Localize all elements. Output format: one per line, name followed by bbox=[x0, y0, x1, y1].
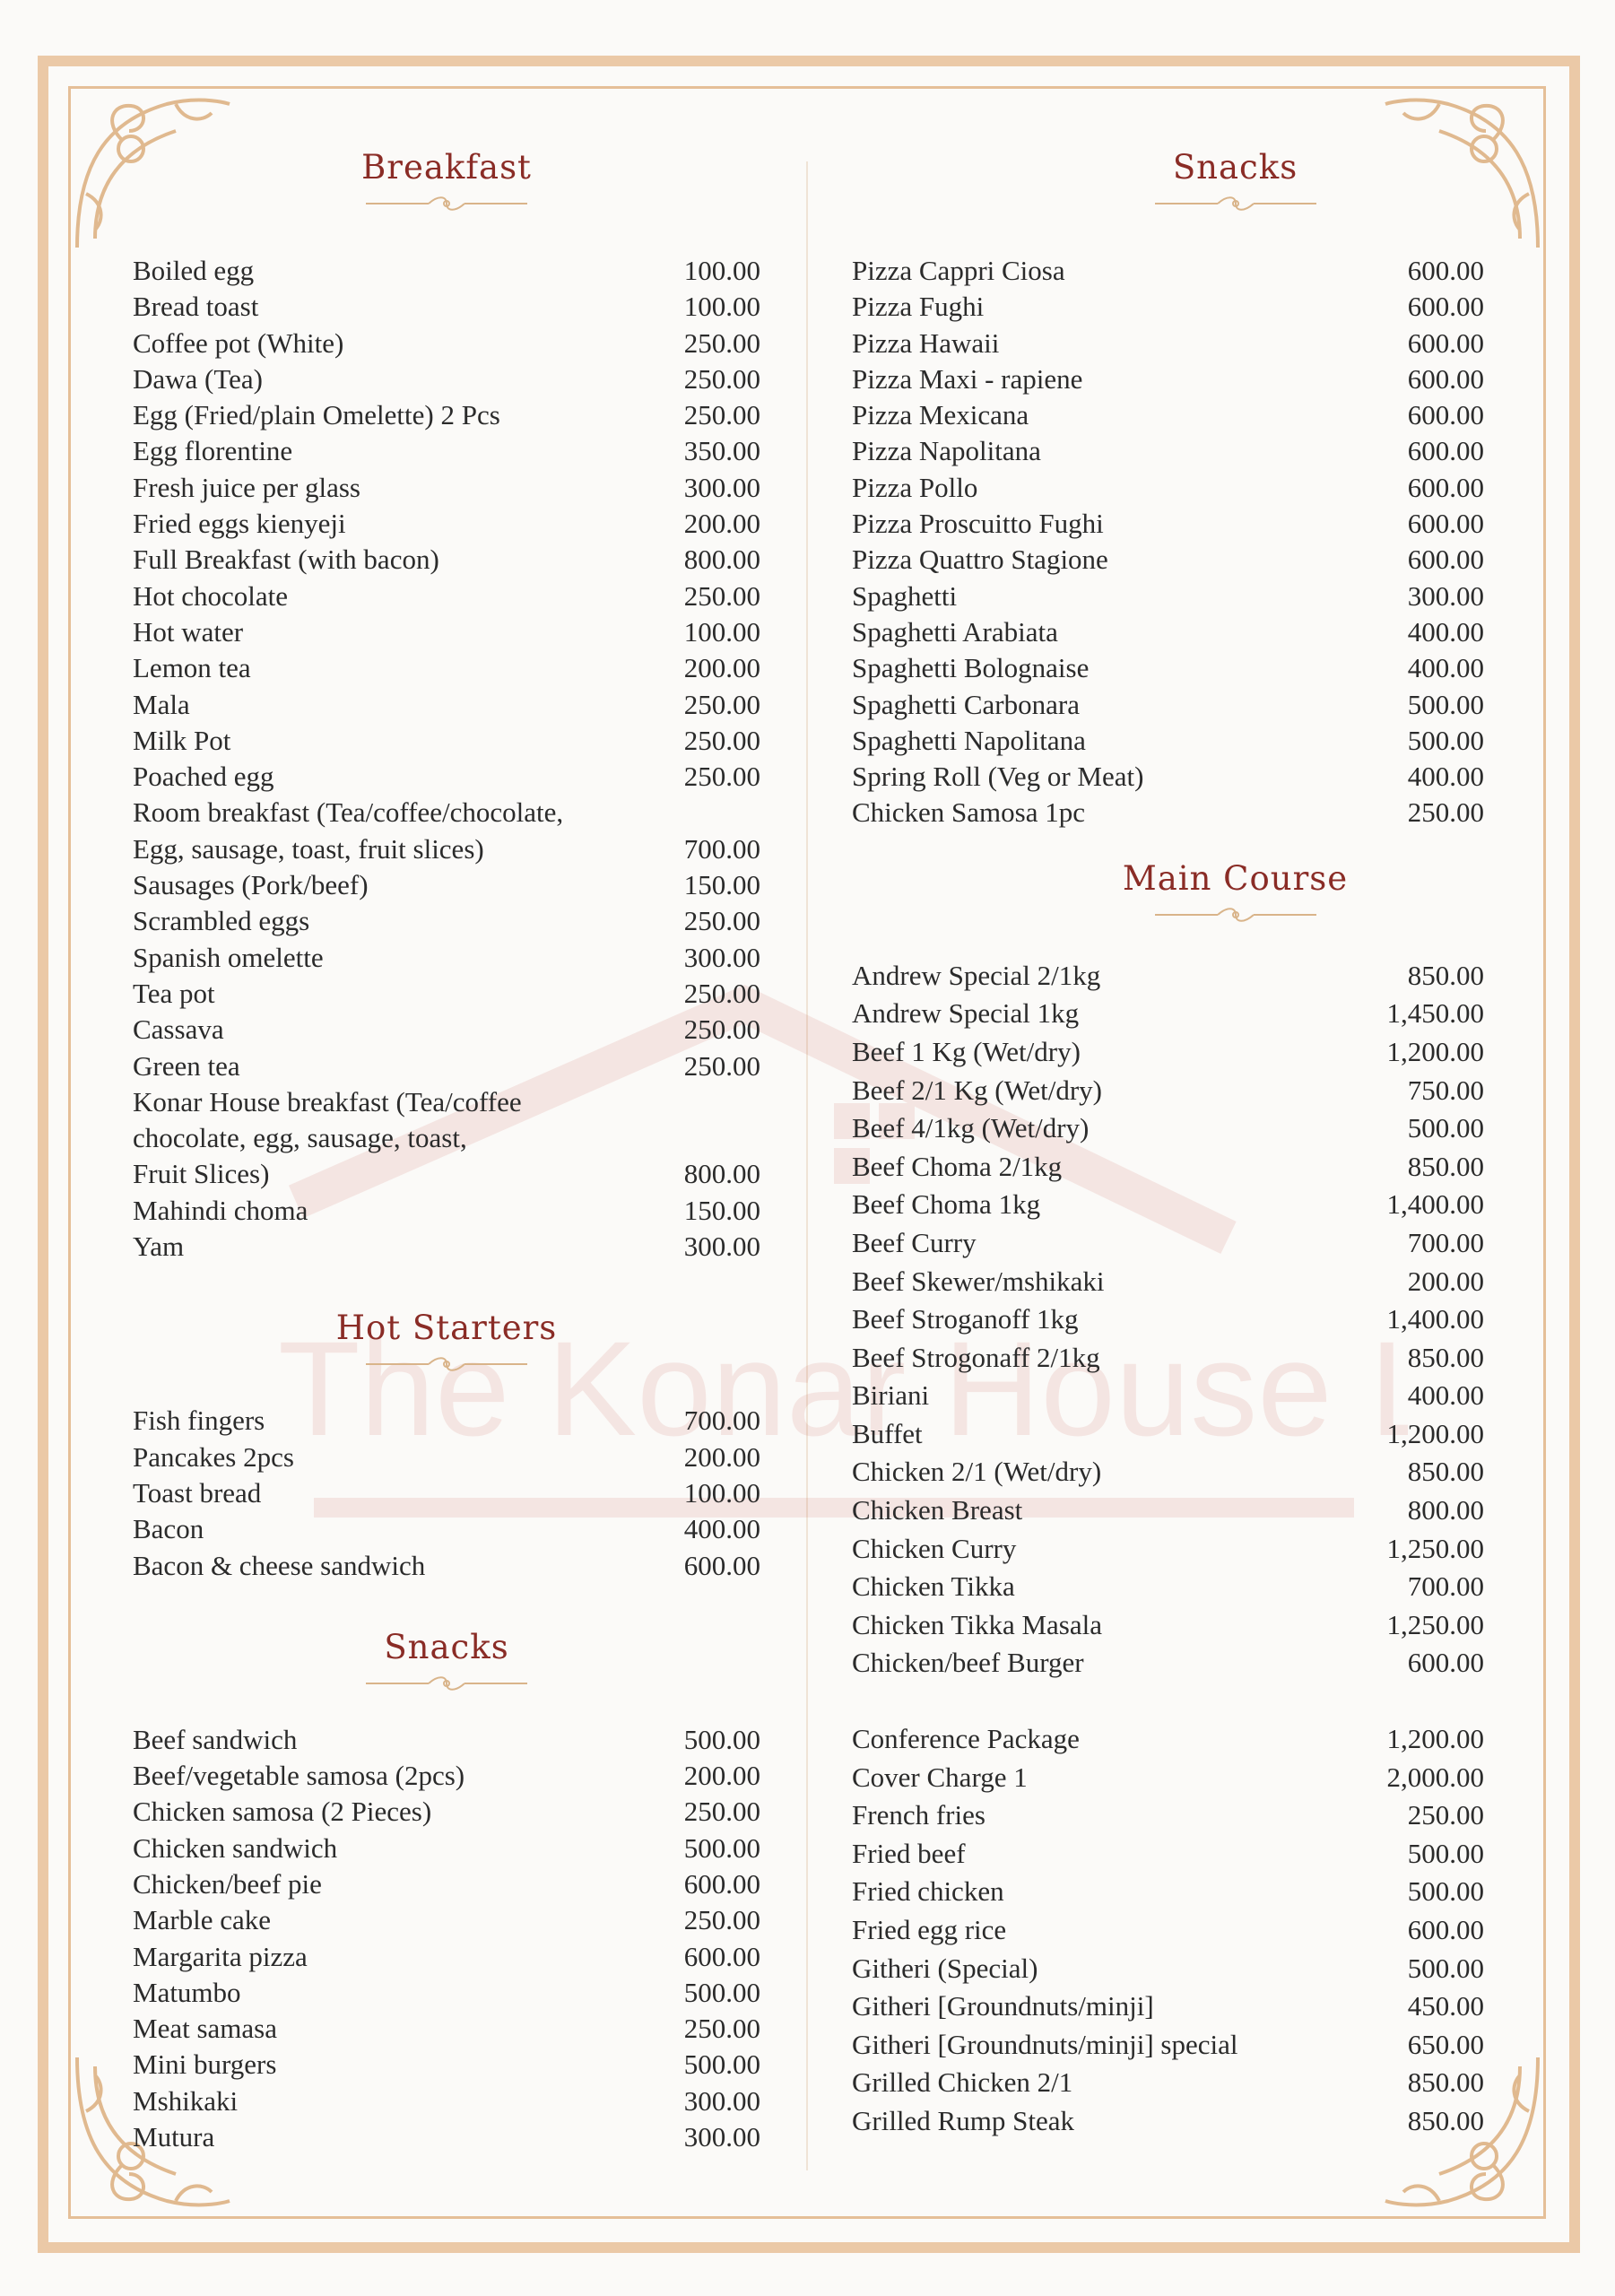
menu-item bbox=[852, 1873, 1484, 1911]
menu-item bbox=[852, 1453, 1484, 1492]
menu-item bbox=[852, 289, 1484, 325]
menu-item-name: Mala bbox=[133, 688, 190, 720]
menu-item-name: French fries bbox=[852, 1799, 985, 1831]
flourish-icon bbox=[852, 194, 1484, 224]
section-title: Breakfast bbox=[361, 148, 532, 187]
menu-item bbox=[852, 1835, 1484, 1874]
menu-item-price: 700.00 bbox=[683, 1405, 760, 1437]
menu-item bbox=[852, 723, 1484, 759]
menu-item bbox=[133, 2119, 760, 2155]
menu-item bbox=[852, 361, 1484, 397]
menu-item-name: Bacon & cheese sandwich bbox=[133, 1549, 426, 1581]
menu-item bbox=[852, 2102, 1484, 2141]
menu-item bbox=[852, 1530, 1484, 1569]
flourish-icon bbox=[852, 905, 1484, 935]
menu-item-price: 250.00 bbox=[683, 1013, 760, 1046]
menu-item-price: 600.00 bbox=[1407, 326, 1484, 359]
menu-item-name: Buffet bbox=[852, 1417, 923, 1449]
menu-item-name: Chicken samosa (2 Pieces) bbox=[133, 1796, 432, 1828]
menu-item-price: 250.00 bbox=[683, 1049, 760, 1082]
menu-item bbox=[852, 1987, 1484, 2026]
menu-item-price: 850.00 bbox=[1407, 2104, 1484, 2136]
menu-item-name: Poached egg bbox=[133, 761, 274, 793]
menu-item bbox=[852, 1072, 1484, 1110]
menu-item-name: Matumbo bbox=[133, 1976, 241, 2008]
menu-item-name: Biriani bbox=[852, 1379, 930, 1412]
menu-item-price: 2,000.00 bbox=[1386, 1761, 1484, 1793]
menu-item-price: 500.00 bbox=[1407, 1112, 1484, 1144]
menu-item-name: Fried beef bbox=[852, 1837, 966, 1869]
menu-item-name: Andrew Special 2/1kg bbox=[852, 959, 1101, 991]
hot-starters-list bbox=[133, 1403, 760, 1583]
flourish-icon bbox=[133, 1354, 760, 1385]
menu-item-name: Chicken Samosa 1pc bbox=[852, 796, 1086, 829]
menu-item bbox=[133, 1048, 760, 1084]
menu-item-price: 1,250.00 bbox=[1386, 1608, 1484, 1640]
menu-item-name: Fried eggs kienyeji bbox=[133, 508, 346, 540]
menu-item-name: Spaghetti Bolognaise bbox=[852, 652, 1090, 684]
menu-item-price: 400.00 bbox=[1407, 615, 1484, 648]
menu-item-name: Sausages (Pork/beef) bbox=[133, 869, 369, 901]
menu-item bbox=[852, 1644, 1484, 1683]
menu-item-name: Chicken/beef pie bbox=[133, 1867, 322, 1900]
snacks-left-section bbox=[133, 1622, 760, 2156]
menu-item-name: Mutura bbox=[133, 2121, 215, 2153]
menu-item bbox=[852, 470, 1484, 506]
menu-item bbox=[133, 2011, 760, 2047]
menu-item bbox=[852, 433, 1484, 469]
menu-item bbox=[852, 326, 1484, 361]
menu-item bbox=[133, 831, 760, 867]
menu-item-price: 250.00 bbox=[1407, 1799, 1484, 1831]
menu-item-price: 600.00 bbox=[1407, 471, 1484, 503]
menu-item-name: Pizza Pollo bbox=[852, 471, 978, 503]
menu-item-name: Meat samasa bbox=[133, 2013, 277, 2045]
menu-item-name: Cover Charge 1 bbox=[852, 1761, 1028, 1793]
menu-item-price: 850.00 bbox=[1407, 1341, 1484, 1373]
menu-item bbox=[852, 1109, 1484, 1148]
menu-item bbox=[133, 289, 760, 325]
menu-item-price: 600.00 bbox=[683, 1549, 760, 1581]
menu-item-name: Chicken/beef Burger bbox=[852, 1647, 1084, 1679]
menu-item-price: 250.00 bbox=[683, 1904, 760, 1936]
menu-item-name: Scrambled eggs bbox=[133, 905, 310, 937]
breakfast-section bbox=[133, 142, 760, 1265]
menu-item-price: 600.00 bbox=[1407, 255, 1484, 286]
menu-item-name: Beef Strogonaff 2/1kg bbox=[852, 1341, 1100, 1373]
menu-item-price: 600.00 bbox=[1407, 508, 1484, 540]
menu-item-price: 100.00 bbox=[683, 615, 760, 648]
menu-item-price: 250.00 bbox=[683, 905, 760, 937]
menu-item-name: Pizza Maxi - rapiene bbox=[852, 362, 1083, 395]
menu-item-name: Githeri [Groundnuts/minji] special bbox=[852, 2028, 1238, 2060]
menu-item-price: 500.00 bbox=[1407, 1837, 1484, 1869]
menu-item-price: 400.00 bbox=[1407, 652, 1484, 684]
menu-item bbox=[133, 1758, 760, 1794]
menu-item bbox=[852, 1415, 1484, 1454]
menu-item-name: Milk Pot bbox=[133, 724, 231, 756]
menu-item-name: Coffee pot (White) bbox=[133, 326, 344, 359]
menu-item bbox=[133, 976, 760, 1012]
menu-item bbox=[852, 1950, 1484, 1988]
menu-item bbox=[133, 2047, 760, 2083]
menu-item-name: Beef/vegetable samosa (2pcs) bbox=[133, 1760, 465, 1792]
snacks-right-section bbox=[852, 142, 1484, 831]
menu-item-price: 200.00 bbox=[683, 508, 760, 540]
menu-item-name: Pizza Proscuitto Fughi bbox=[852, 508, 1104, 540]
menu-item-price: 1,450.00 bbox=[1386, 997, 1484, 1030]
menu-item bbox=[133, 326, 760, 361]
menu-item-name: Spaghetti Napolitana bbox=[852, 724, 1086, 756]
menu-item-price: 250.00 bbox=[683, 688, 760, 720]
menu-item bbox=[133, 2083, 760, 2119]
menu-item-price: 250.00 bbox=[683, 579, 760, 612]
section-title: Main Course bbox=[1122, 858, 1349, 898]
menu-item-name: Beef Choma 2/1kg bbox=[852, 1150, 1063, 1182]
menu-item bbox=[852, 614, 1484, 650]
menu-item-price: 200.00 bbox=[1407, 1265, 1484, 1297]
menu-item bbox=[852, 1377, 1484, 1415]
menu-item bbox=[852, 1796, 1484, 1835]
menu-item-name: Beef Curry bbox=[852, 1226, 977, 1258]
menu-item bbox=[133, 1794, 760, 1830]
section-title: Snacks bbox=[384, 1627, 509, 1666]
menu-item-price: 250.00 bbox=[683, 1796, 760, 1828]
menu-item-name: Tea pot bbox=[133, 977, 215, 1009]
menu-item bbox=[133, 1548, 760, 1584]
menu-item bbox=[133, 1193, 760, 1229]
menu-item bbox=[133, 1156, 760, 1192]
menu-item-price: 150.00 bbox=[683, 869, 760, 901]
menu-item-price: 750.00 bbox=[1407, 1074, 1484, 1106]
menu-item-price: 400.00 bbox=[683, 1513, 760, 1545]
menu-item bbox=[852, 1339, 1484, 1378]
menu-item-price: 250.00 bbox=[683, 977, 760, 1009]
menu-item bbox=[852, 506, 1484, 542]
menu-item-name: Beef 1 Kg (Wet/dry) bbox=[852, 1035, 1081, 1067]
menu-item bbox=[133, 506, 760, 542]
menu-item bbox=[852, 1148, 1484, 1187]
menu-item bbox=[852, 1224, 1484, 1263]
hot-starters-section bbox=[133, 1302, 760, 1583]
menu-item-name: Beef Skewer/mshikaki bbox=[852, 1265, 1105, 1297]
menu-item-price: 100.00 bbox=[683, 255, 760, 286]
menu-item-name: Yam bbox=[133, 1231, 185, 1263]
menu-item bbox=[852, 1033, 1484, 1072]
snacks-left-list bbox=[133, 1722, 760, 2156]
menu-item-price: 1,400.00 bbox=[1386, 1303, 1484, 1335]
menu-item-name: Chicken Tikka Masala bbox=[852, 1608, 1102, 1640]
menu-item bbox=[133, 1229, 760, 1265]
menu-item bbox=[852, 795, 1484, 831]
menu-item-price: 600.00 bbox=[1407, 399, 1484, 431]
menu-item bbox=[133, 1511, 760, 1547]
menu-item bbox=[133, 1012, 760, 1048]
menu-item bbox=[852, 253, 1484, 289]
menu-item-name: Bacon bbox=[133, 1513, 204, 1545]
menu-item bbox=[133, 397, 760, 433]
menu-item bbox=[133, 578, 760, 614]
menu-item-price: 500.00 bbox=[1407, 688, 1484, 720]
menu-item-name: chocolate, egg, sausage, toast, bbox=[133, 1122, 467, 1154]
menu-item-name: Chicken Breast bbox=[852, 1494, 1023, 1526]
menu-item-price: 300.00 bbox=[683, 2121, 760, 2153]
menu-item-name: Spanish omelette bbox=[133, 941, 324, 973]
menu-item-name: Boiled egg bbox=[133, 255, 255, 286]
menu-item bbox=[852, 1492, 1484, 1530]
menu-item-price: 850.00 bbox=[1407, 1150, 1484, 1182]
menu-item bbox=[852, 397, 1484, 433]
menu-item bbox=[852, 1186, 1484, 1224]
menu-item-price: 1,200.00 bbox=[1386, 1417, 1484, 1449]
menu-item-price: 500.00 bbox=[1407, 1875, 1484, 1908]
menu-item-price: 500.00 bbox=[683, 1723, 760, 1755]
menu-item-name: Pizza Cappri Ciosa bbox=[852, 255, 1065, 286]
menu-item-name: Andrew Special 1kg bbox=[852, 997, 1080, 1030]
menu-item-price: 600.00 bbox=[1407, 362, 1484, 395]
menu-item bbox=[133, 1831, 760, 1866]
flourish-icon bbox=[133, 1674, 760, 1704]
menu-item-name: Spaghetti Carbonara bbox=[852, 688, 1080, 720]
menu-item bbox=[133, 687, 760, 723]
menu-item bbox=[133, 1475, 760, 1511]
menu-item-price: 700.00 bbox=[1407, 1226, 1484, 1258]
menu-item-name: Fresh juice per glass bbox=[133, 471, 360, 503]
menu-item-name: Mahindi choma bbox=[133, 1194, 308, 1226]
left-column bbox=[133, 142, 760, 2155]
menu-item bbox=[852, 2026, 1484, 2065]
section-title: Snacks bbox=[1172, 148, 1298, 187]
menu-item bbox=[852, 1568, 1484, 1606]
menu-item bbox=[852, 650, 1484, 686]
menu-item-price: 100.00 bbox=[683, 291, 760, 323]
menu-item-price: 500.00 bbox=[683, 1976, 760, 2008]
menu-item-name: Chicken sandwich bbox=[133, 1831, 338, 1864]
menu-item-price: 200.00 bbox=[683, 1440, 760, 1473]
menu-item-name: Egg, sausage, toast, fruit slices) bbox=[133, 832, 484, 865]
menu-item bbox=[852, 1720, 1484, 1759]
menu-item-price: 300.00 bbox=[683, 2084, 760, 2117]
menu-item-price: 300.00 bbox=[1407, 579, 1484, 612]
menu-item-name: Pizza Hawaii bbox=[852, 326, 1000, 359]
menu-item bbox=[133, 1439, 760, 1475]
menu-item-price: 650.00 bbox=[1407, 2028, 1484, 2060]
menu-item-price: 700.00 bbox=[1407, 1570, 1484, 1603]
menu-item bbox=[133, 1975, 760, 2011]
menu-item bbox=[852, 995, 1484, 1033]
menu-item-price: 250.00 bbox=[683, 724, 760, 756]
menu-item-price: 700.00 bbox=[683, 832, 760, 865]
menu-item bbox=[852, 687, 1484, 723]
menu-item-price: 1,200.00 bbox=[1386, 1035, 1484, 1067]
menu-item-price: 1,200.00 bbox=[1386, 1723, 1484, 1755]
menu-item-name: Mini burgers bbox=[133, 2048, 277, 2081]
menu-item bbox=[852, 542, 1484, 578]
menu-item-price: 400.00 bbox=[1407, 761, 1484, 793]
menu-item-name: Fish fingers bbox=[133, 1405, 265, 1437]
menu-item-name: Beef Choma 1kg bbox=[852, 1188, 1041, 1221]
menu-item-name: Githeri (Special) bbox=[852, 1952, 1038, 1984]
menu-item-name: Conference Package bbox=[852, 1723, 1080, 1755]
menu-item-name: Chicken 2/1 (Wet/dry) bbox=[852, 1456, 1102, 1488]
menu-item bbox=[852, 1911, 1484, 1950]
menu-item bbox=[133, 1902, 760, 1938]
menu-item-price: 250.00 bbox=[1407, 796, 1484, 829]
menu-item-name: Spring Roll (Veg or Meat) bbox=[852, 761, 1144, 793]
menu-item-name: Room breakfast (Tea/coffee/chocolate, bbox=[133, 796, 564, 829]
menu-item-price: 500.00 bbox=[1407, 1952, 1484, 1984]
section-title: Hot Starters bbox=[335, 1309, 558, 1348]
menu-item bbox=[133, 253, 760, 289]
menu-item-name: Margarita pizza bbox=[133, 1940, 308, 1972]
right-column bbox=[852, 142, 1484, 2141]
menu-item-name: Toast bread bbox=[133, 1476, 262, 1509]
menu-item bbox=[133, 1722, 760, 1758]
menu-item-name: Full Breakfast (with bacon) bbox=[133, 544, 439, 576]
menu-item bbox=[133, 723, 760, 759]
menu-item-name: Fruit Slices) bbox=[133, 1158, 270, 1190]
menu-item bbox=[133, 795, 760, 831]
menu-item bbox=[133, 614, 760, 650]
menu-item-name: Chicken Tikka bbox=[852, 1570, 1015, 1603]
menu-item-name: Fried chicken bbox=[852, 1875, 1004, 1908]
menu-item bbox=[133, 903, 760, 939]
flourish-icon bbox=[133, 194, 760, 224]
menu-item-price: 1,250.00 bbox=[1386, 1532, 1484, 1564]
menu-item-price: 850.00 bbox=[1407, 1456, 1484, 1488]
menu-item-name: Egg florentine bbox=[133, 435, 293, 467]
menu-item-name: Mshikaki bbox=[133, 2084, 239, 2117]
menu-item-name: Bread toast bbox=[133, 291, 259, 323]
menu-item-name: Githeri [Groundnuts/minji] bbox=[852, 1990, 1154, 2022]
menu-item-price: 500.00 bbox=[683, 2048, 760, 2081]
menu-item-name: Dawa (Tea) bbox=[133, 362, 263, 395]
menu-item-name: Beef sandwich bbox=[133, 1723, 298, 1755]
menu-item-price: 350.00 bbox=[683, 435, 760, 467]
menu-item-name: Grilled Rump Steak bbox=[852, 2104, 1074, 2136]
menu-item bbox=[133, 650, 760, 686]
menu-item-name: Lemon tea bbox=[133, 652, 251, 684]
menu-item bbox=[133, 1120, 760, 1156]
menu-item-name: Spaghetti Arabiata bbox=[852, 615, 1058, 648]
menu-item-price: 300.00 bbox=[683, 941, 760, 973]
menu-item bbox=[852, 1263, 1484, 1301]
menu-item-price: 200.00 bbox=[683, 1760, 760, 1792]
menu-item-name: Fried egg rice bbox=[852, 1914, 1007, 1945]
menu-item-price: 600.00 bbox=[683, 1867, 760, 1900]
menu-item-name: Cassava bbox=[133, 1013, 224, 1046]
menu-item bbox=[852, 1606, 1484, 1645]
menu-item-name: Grilled Chicken 2/1 bbox=[852, 2066, 1073, 2099]
menu-item bbox=[133, 470, 760, 506]
menu-item-name: Pancakes 2pcs bbox=[133, 1440, 294, 1473]
main-course-list-2 bbox=[852, 1720, 1484, 2141]
snacks-right-list bbox=[852, 253, 1484, 831]
menu-item bbox=[133, 759, 760, 795]
menu-item-price: 600.00 bbox=[1407, 544, 1484, 576]
menu-item-price: 450.00 bbox=[1407, 1990, 1484, 2022]
menu-item bbox=[133, 1866, 760, 1902]
menu-item-name: Green tea bbox=[133, 1049, 240, 1082]
menu-item-price: 600.00 bbox=[1407, 291, 1484, 323]
menu-item bbox=[133, 542, 760, 578]
breakfast-list bbox=[133, 253, 760, 1265]
menu-item-price: 300.00 bbox=[683, 1231, 760, 1263]
menu-item bbox=[852, 759, 1484, 795]
menu-item-price: 400.00 bbox=[1407, 1379, 1484, 1412]
menu-item bbox=[852, 578, 1484, 614]
menu-item-price: 800.00 bbox=[1407, 1494, 1484, 1526]
menu-item-price: 800.00 bbox=[683, 544, 760, 576]
menu-item-price: 250.00 bbox=[683, 2013, 760, 2045]
menu-item-price: 300.00 bbox=[683, 471, 760, 503]
menu-item-name: Konar House breakfast (Tea/coffee bbox=[133, 1085, 522, 1118]
menu-item-price: 250.00 bbox=[683, 399, 760, 431]
menu-item-name: Beef 2/1 Kg (Wet/dry) bbox=[852, 1074, 1102, 1106]
menu-item bbox=[133, 361, 760, 397]
main-course-section bbox=[852, 853, 1484, 2141]
menu-item bbox=[852, 1300, 1484, 1339]
menu-item-price: 250.00 bbox=[683, 326, 760, 359]
menu-item-price: 250.00 bbox=[683, 761, 760, 793]
menu-item-price: 100.00 bbox=[683, 1476, 760, 1509]
menu-item-name: Hot chocolate bbox=[133, 579, 289, 612]
menu-item-name: Spaghetti bbox=[852, 579, 958, 612]
menu-item-name: Marble cake bbox=[133, 1904, 272, 1936]
menu-item-name: Egg (Fried/plain Omelette) 2 Pcs bbox=[133, 399, 500, 431]
menu-item bbox=[133, 1939, 760, 1975]
menu-item-name: Pizza Fughi bbox=[852, 291, 985, 323]
menu-item-price: 500.00 bbox=[1407, 724, 1484, 756]
menu-item bbox=[852, 1759, 1484, 1797]
menu-item bbox=[133, 1084, 760, 1120]
menu-item bbox=[852, 2064, 1484, 2102]
menu-item-price: 500.00 bbox=[683, 1831, 760, 1864]
menu-item-name: Chicken Curry bbox=[852, 1532, 1017, 1564]
menu-item-name: Beef Stroganoff 1kg bbox=[852, 1303, 1079, 1335]
menu-item-price: 600.00 bbox=[1407, 435, 1484, 467]
menu-item bbox=[133, 433, 760, 469]
menu-item-price: 850.00 bbox=[1407, 2066, 1484, 2099]
menu-item bbox=[133, 1403, 760, 1439]
menu-item-price: 200.00 bbox=[683, 652, 760, 684]
menu-item-name: Pizza Mexicana bbox=[852, 399, 1029, 431]
menu-item-price: 1,400.00 bbox=[1386, 1188, 1484, 1221]
menu-item bbox=[133, 867, 760, 903]
menu-item-price: 850.00 bbox=[1407, 959, 1484, 991]
watermark-text: The Konar House L bbox=[278, 1313, 1408, 1464]
menu-item-name: Pizza Napolitana bbox=[852, 435, 1041, 467]
menu-item bbox=[133, 940, 760, 976]
menu-item-price: 600.00 bbox=[683, 1940, 760, 1972]
menu-item-name: Beef 4/1kg (Wet/dry) bbox=[852, 1112, 1090, 1144]
menu-item-price: 600.00 bbox=[1407, 1914, 1484, 1945]
menu-item-price: 600.00 bbox=[1407, 1647, 1484, 1679]
menu-item-name: Hot water bbox=[133, 615, 244, 648]
menu-item bbox=[852, 957, 1484, 996]
menu-item-price: 250.00 bbox=[683, 362, 760, 395]
menu-item-price: 800.00 bbox=[683, 1158, 760, 1190]
menu-item-name: Pizza Quattro Stagione bbox=[852, 544, 1108, 576]
menu-item-price: 150.00 bbox=[683, 1194, 760, 1226]
main-course-list bbox=[852, 957, 1484, 1683]
